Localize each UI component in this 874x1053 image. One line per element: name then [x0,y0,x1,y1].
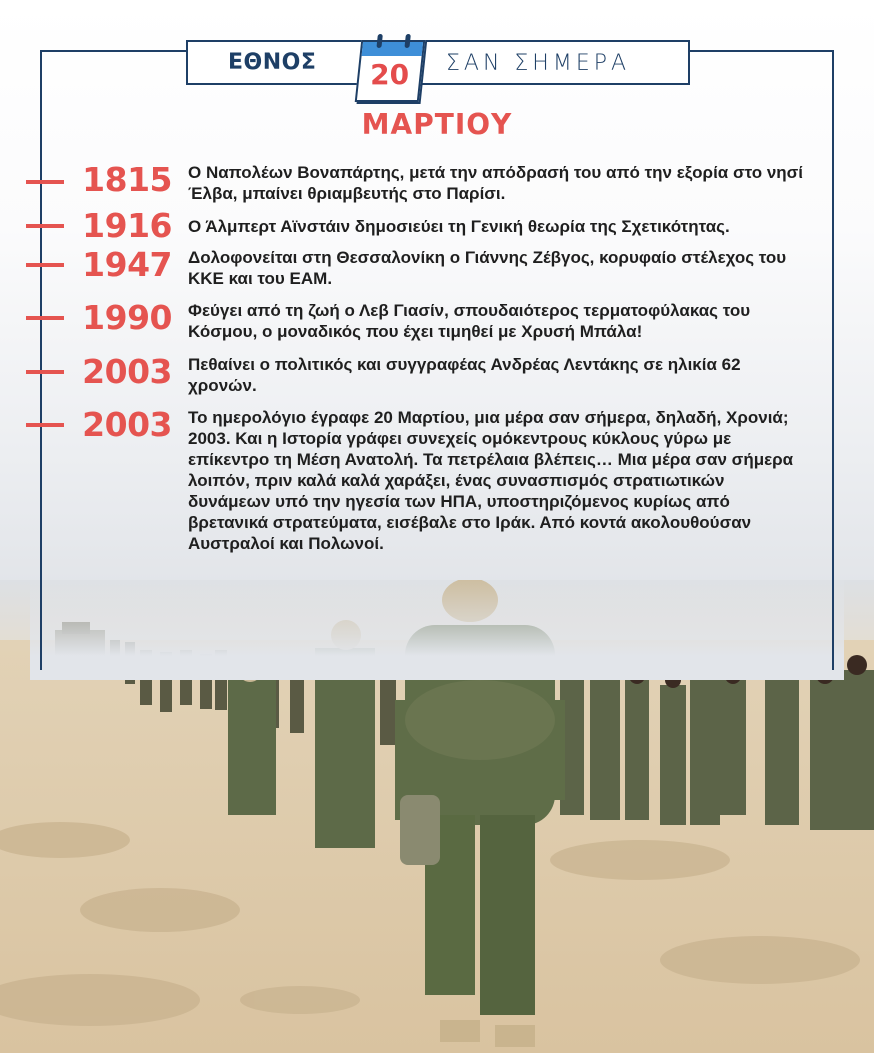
month-title: ΜΑΡΤΙΟΥ [361,108,513,141]
entry-year: 1990 [82,298,172,337]
tagline: ΣΑΝ ΣΗΜΕΡΑ [446,51,631,76]
entry-text: Το ημερολόγιο έγραφε 20 Μαρτίου, μια μέρα σαν σήμερα, δηλαδή, Χρονιά; 2003. Και η Ιστορία γράφει συνεχείς ομόκεντρους κύκλους γύρω με επίκεντρο τη Μέση Ανατολή. Τα πετρέλαια βλέπεις… Μια μέρα σαν σήμερα λοιπόν, πριν καλά καλά χαράξει, ένας συνασπισμός στρατιωτικών δυνάμεων υπό την ηγεσία των ΗΠΑ, υποστηριζόμενος κυρίως από βρετανικά στρατεύματα, εισέβαλε στο Ιράκ. Από κοντά ακολουθούσαν Αυστραλοί και Πολωνοί. [188,408,794,553]
calendar-header [362,42,423,56]
entry-year: 1815 [82,160,172,199]
timeline-dash [26,316,64,320]
timeline-dash [26,263,64,267]
header-box [186,40,690,85]
entry-year: 2003 [82,352,172,391]
calendar-page [355,40,426,102]
entry-text: Φεύγει από τη ζωή ο Λεβ Γιασίν, σπουδαιότερος τερματοφύλακας του Κόσμου, ο μοναδικός που έχει τιμηθεί με Χρυσή Μπάλα! [188,301,751,341]
timeline-dash [26,224,64,228]
entry-year: 1947 [82,245,172,284]
entry-text: Πεθαίνει ο πολιτικός και συγγραφέας Ανδρέας Λεντάκης σε ηλικία 62 χρονών. [188,355,741,395]
timeline-dash [26,423,64,427]
entry-text: Ο Άλμπερτ Αϊνστάιν δημοσιεύει τη Γενική θεωρία της Σχετικότητας. [188,217,730,236]
calendar-icon [354,30,426,106]
calendar-day: 20 [370,58,410,91]
timeline-dash [26,370,64,374]
entry-year: 2003 [82,405,172,444]
entry-year: 1916 [82,206,172,245]
brand-logo: ΕΘΝΟΣ [228,50,317,75]
entry-text: Δολοφονείται στη Θεσσαλονίκη ο Γιάννης Ζέβγος, κορυφαίο στέλεχος του ΚΚΕ και του ΕΑΜ. [188,248,787,288]
entry-text: Ο Ναπολέων Βοναπάρτης, μετά την απόδρασή του από την εξορία στο νησί Έλβα, μπαίνει θριαμβευτής στο Παρίσι. [188,163,804,203]
timeline-dash [26,180,64,184]
